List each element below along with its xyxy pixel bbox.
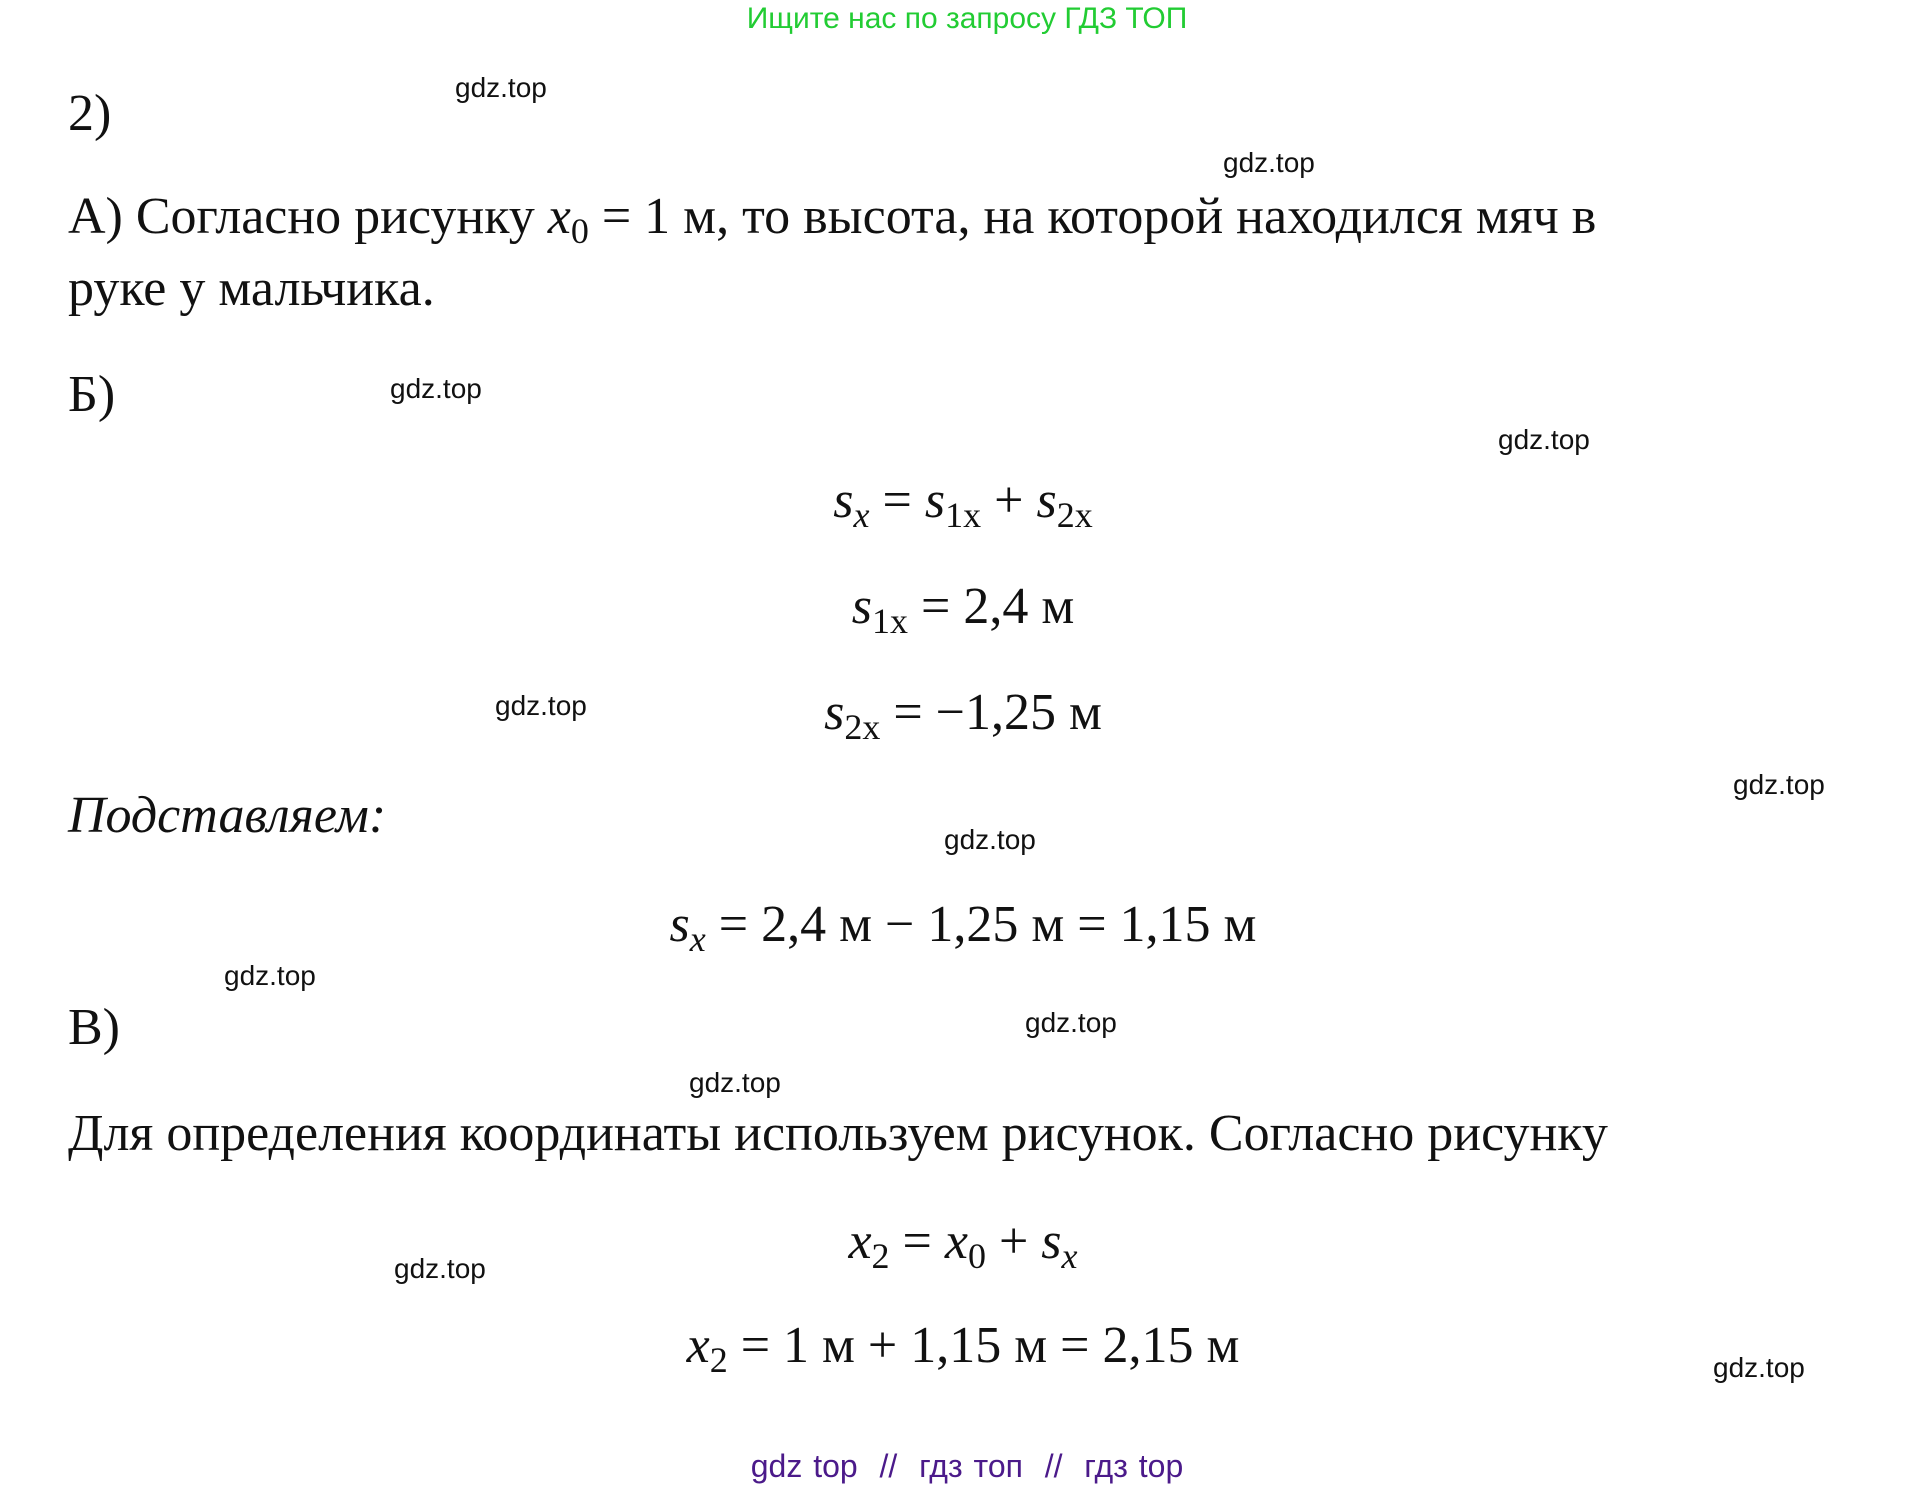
subscript: 0 <box>967 1236 986 1276</box>
subscript: 1x <box>872 601 908 641</box>
subscript: 2x <box>1056 495 1093 535</box>
part-c-label: В) <box>68 999 120 1056</box>
var: s <box>851 578 872 635</box>
watermark: gdz.top <box>394 1253 486 1284</box>
footer-links: gdz top // гдз топ // гдз top <box>750 1448 1184 1484</box>
var: s <box>1036 472 1057 529</box>
subscript: x <box>853 495 870 535</box>
equation-rest: = 2,4 м <box>908 578 1075 635</box>
task-number: 2) <box>68 85 112 142</box>
substitute-label: Подставляем: <box>68 787 387 844</box>
equation-sx-result <box>0 895 1914 959</box>
subscript: 0 <box>570 211 589 251</box>
watermark: gdz.top <box>390 373 482 404</box>
part-c-text: Для определения координаты используем рисунок. Согласно рисунку <box>68 1105 1608 1162</box>
var: s <box>824 684 845 741</box>
var: s <box>1041 1213 1062 1270</box>
operator: + <box>981 472 1037 529</box>
equation-rest: = −1,25 м <box>880 684 1102 741</box>
watermark: gdz.top <box>944 824 1036 855</box>
var: s <box>924 472 946 529</box>
part-a-line1 <box>68 187 1597 251</box>
var: x <box>848 1213 872 1270</box>
var-x: x <box>547 188 571 245</box>
watermark: gdz.top <box>1713 1352 1805 1383</box>
watermark: gdz.top <box>1498 424 1590 455</box>
subscript: 1x <box>945 495 982 535</box>
equation-s1x <box>0 577 1914 641</box>
part-a-label: А) Согласно рисунку <box>68 188 535 245</box>
watermark: gdz.top <box>455 72 547 103</box>
operator: + <box>985 1213 1042 1270</box>
part-a-line2: руке у мальчика. <box>68 260 435 317</box>
watermark: gdz.top <box>689 1067 781 1098</box>
operator: = <box>869 472 925 529</box>
var: x <box>944 1213 968 1270</box>
var: s <box>833 472 854 529</box>
watermark: gdz.top <box>1223 147 1315 178</box>
equation-x2-formula <box>0 1212 1914 1276</box>
subscript: 2 <box>709 1340 728 1380</box>
equation-rest: = 1 м + 1,15 м = 2,15 м <box>727 1317 1240 1374</box>
watermark: gdz.top <box>495 690 587 721</box>
var: s <box>669 896 690 953</box>
equation-rest: = 2,4 м − 1,25 м = 1,15 м <box>705 896 1257 953</box>
subscript: x <box>689 919 706 959</box>
part-a-rest: = 1 м, то высота, на которой находился мяч в <box>588 188 1597 245</box>
watermark: gdz.top <box>1733 769 1825 800</box>
operator: = <box>889 1213 945 1270</box>
watermark: gdz.top <box>224 960 316 991</box>
subscript: x <box>1061 1236 1078 1276</box>
equation-x2-result <box>0 1316 1914 1380</box>
search-banner: Ищите нас по запросу ГДЗ ТОП <box>746 2 1188 35</box>
subscript: 2 <box>871 1236 890 1276</box>
watermark: gdz.top <box>1025 1007 1117 1038</box>
part-b-label: Б) <box>68 366 116 423</box>
equation-s2x <box>0 683 1914 747</box>
subscript: 2x <box>844 707 881 747</box>
equation-sx-sum <box>0 471 1914 535</box>
var: x <box>686 1317 710 1374</box>
